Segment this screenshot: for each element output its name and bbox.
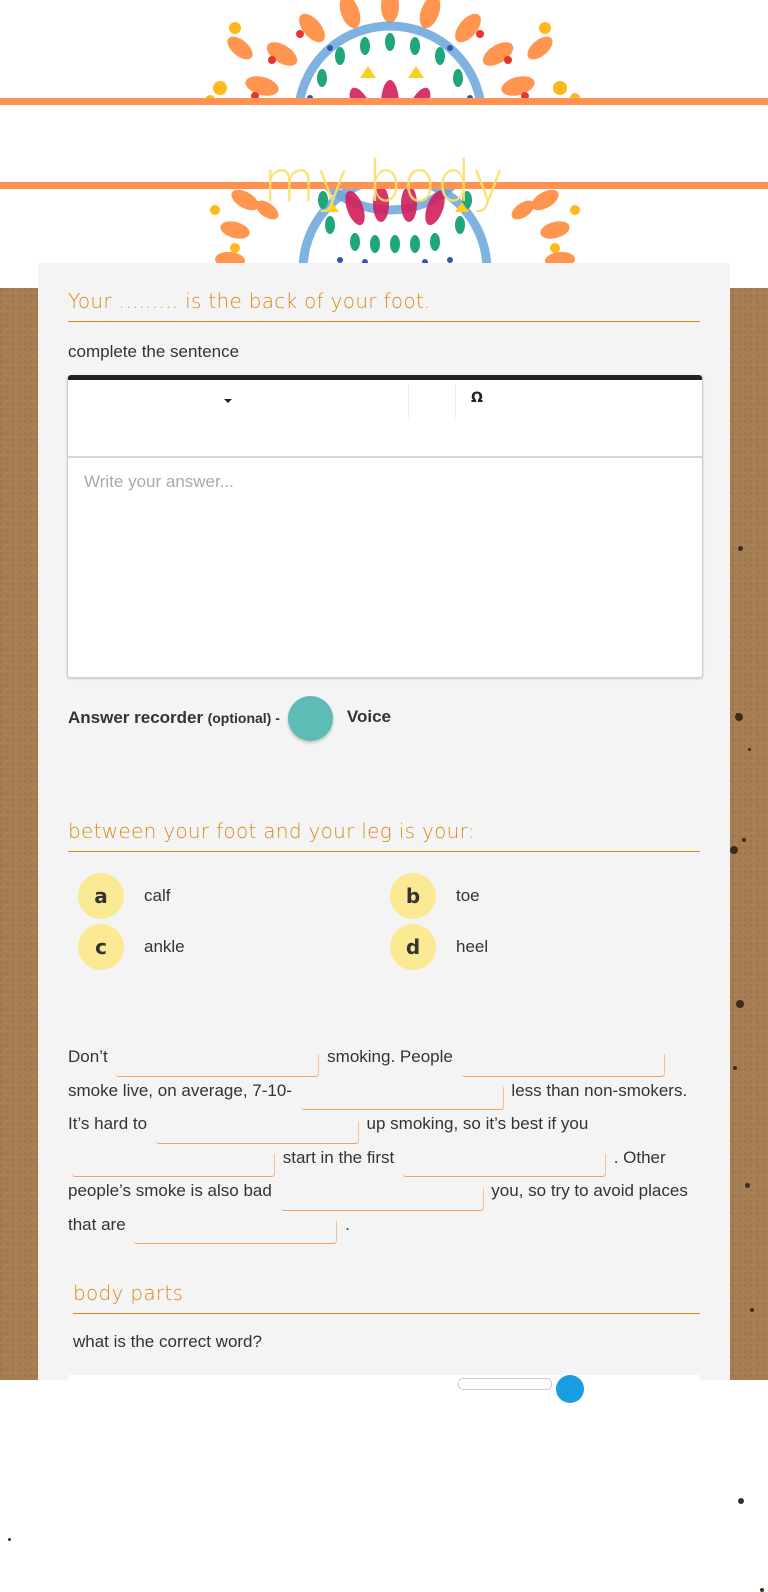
- option-text: ankle: [144, 937, 185, 956]
- cloze-blank-1[interactable]: [116, 1054, 318, 1077]
- cloze-text: up smoking, so it’s best if you: [366, 1114, 589, 1133]
- cloze-blank-3[interactable]: [301, 1087, 503, 1110]
- cloze-text: less than non-smokers. It’s hard to: [68, 1080, 688, 1133]
- format-dropdown[interactable]: [68, 380, 408, 420]
- option-a[interactable]: [78, 873, 170, 919]
- chevron-down-icon: [224, 399, 232, 403]
- cloze-passage: [68, 1043, 708, 1244]
- answer-recorder: [68, 695, 391, 741]
- record-voice-button[interactable]: [288, 696, 333, 741]
- option-c[interactable]: [78, 924, 185, 970]
- option-badge: d: [390, 924, 436, 970]
- cloze-text: smoking. People: [327, 1047, 453, 1066]
- page-title: my body: [262, 148, 506, 215]
- question-4-prompt: what is the correct word?: [73, 1332, 262, 1351]
- question-1-title: Your ......... is the back of your foot.: [68, 289, 700, 322]
- question-2-title: between your foot and your leg is your:: [68, 819, 700, 852]
- cloze-text: you, so try to avoid places that are: [68, 1181, 688, 1234]
- answer-textarea[interactable]: [68, 456, 702, 677]
- cloze-blank-2[interactable]: [462, 1054, 664, 1077]
- question-4-title: body parts: [73, 1281, 700, 1314]
- cloze-text: start in the first: [282, 1147, 395, 1167]
- voice-label: Voice: [346, 706, 391, 726]
- toolbar-button-empty[interactable]: [409, 380, 455, 420]
- option-badge: b: [390, 873, 436, 919]
- option-badge: c: [78, 924, 124, 970]
- cloze-blank-6[interactable]: [403, 1154, 605, 1177]
- question-1-prompt: complete the sentence: [68, 342, 240, 361]
- cloze-blank-7[interactable]: [281, 1188, 483, 1211]
- editor-toolbar: [68, 380, 702, 458]
- recorder-optional-label: (optional) -: [207, 710, 280, 726]
- cloze-blank-5[interactable]: [72, 1154, 274, 1177]
- cloze-blank-4[interactable]: [156, 1121, 358, 1144]
- option-text: calf: [144, 886, 171, 905]
- special-character-button[interactable]: Ω: [471, 390, 483, 406]
- option-b[interactable]: [390, 873, 480, 919]
- option-d[interactable]: [390, 924, 488, 970]
- cloze-text: .: [345, 1214, 350, 1234]
- cloze-text: Don’t: [68, 1047, 108, 1066]
- answer-editor: [67, 375, 703, 678]
- cloze-text: . Other people’s smoke is also bad: [68, 1147, 666, 1200]
- cloze-text: smoke live, on average, 7-10-: [68, 1080, 292, 1100]
- cloze-blank-8[interactable]: [134, 1221, 336, 1244]
- recorder-label: Answer recorder: [68, 708, 204, 727]
- option-text: heel: [456, 937, 489, 956]
- question-4-answer-area: [68, 1375, 700, 1385]
- worksheet-card: [38, 263, 730, 1380]
- header-banner: [0, 0, 768, 288]
- toolbar-separator: [455, 384, 456, 418]
- header-stripe-top: [0, 98, 768, 105]
- action-button[interactable]: [556, 1375, 584, 1403]
- option-badge: a: [78, 873, 124, 919]
- option-text: toe: [456, 886, 480, 905]
